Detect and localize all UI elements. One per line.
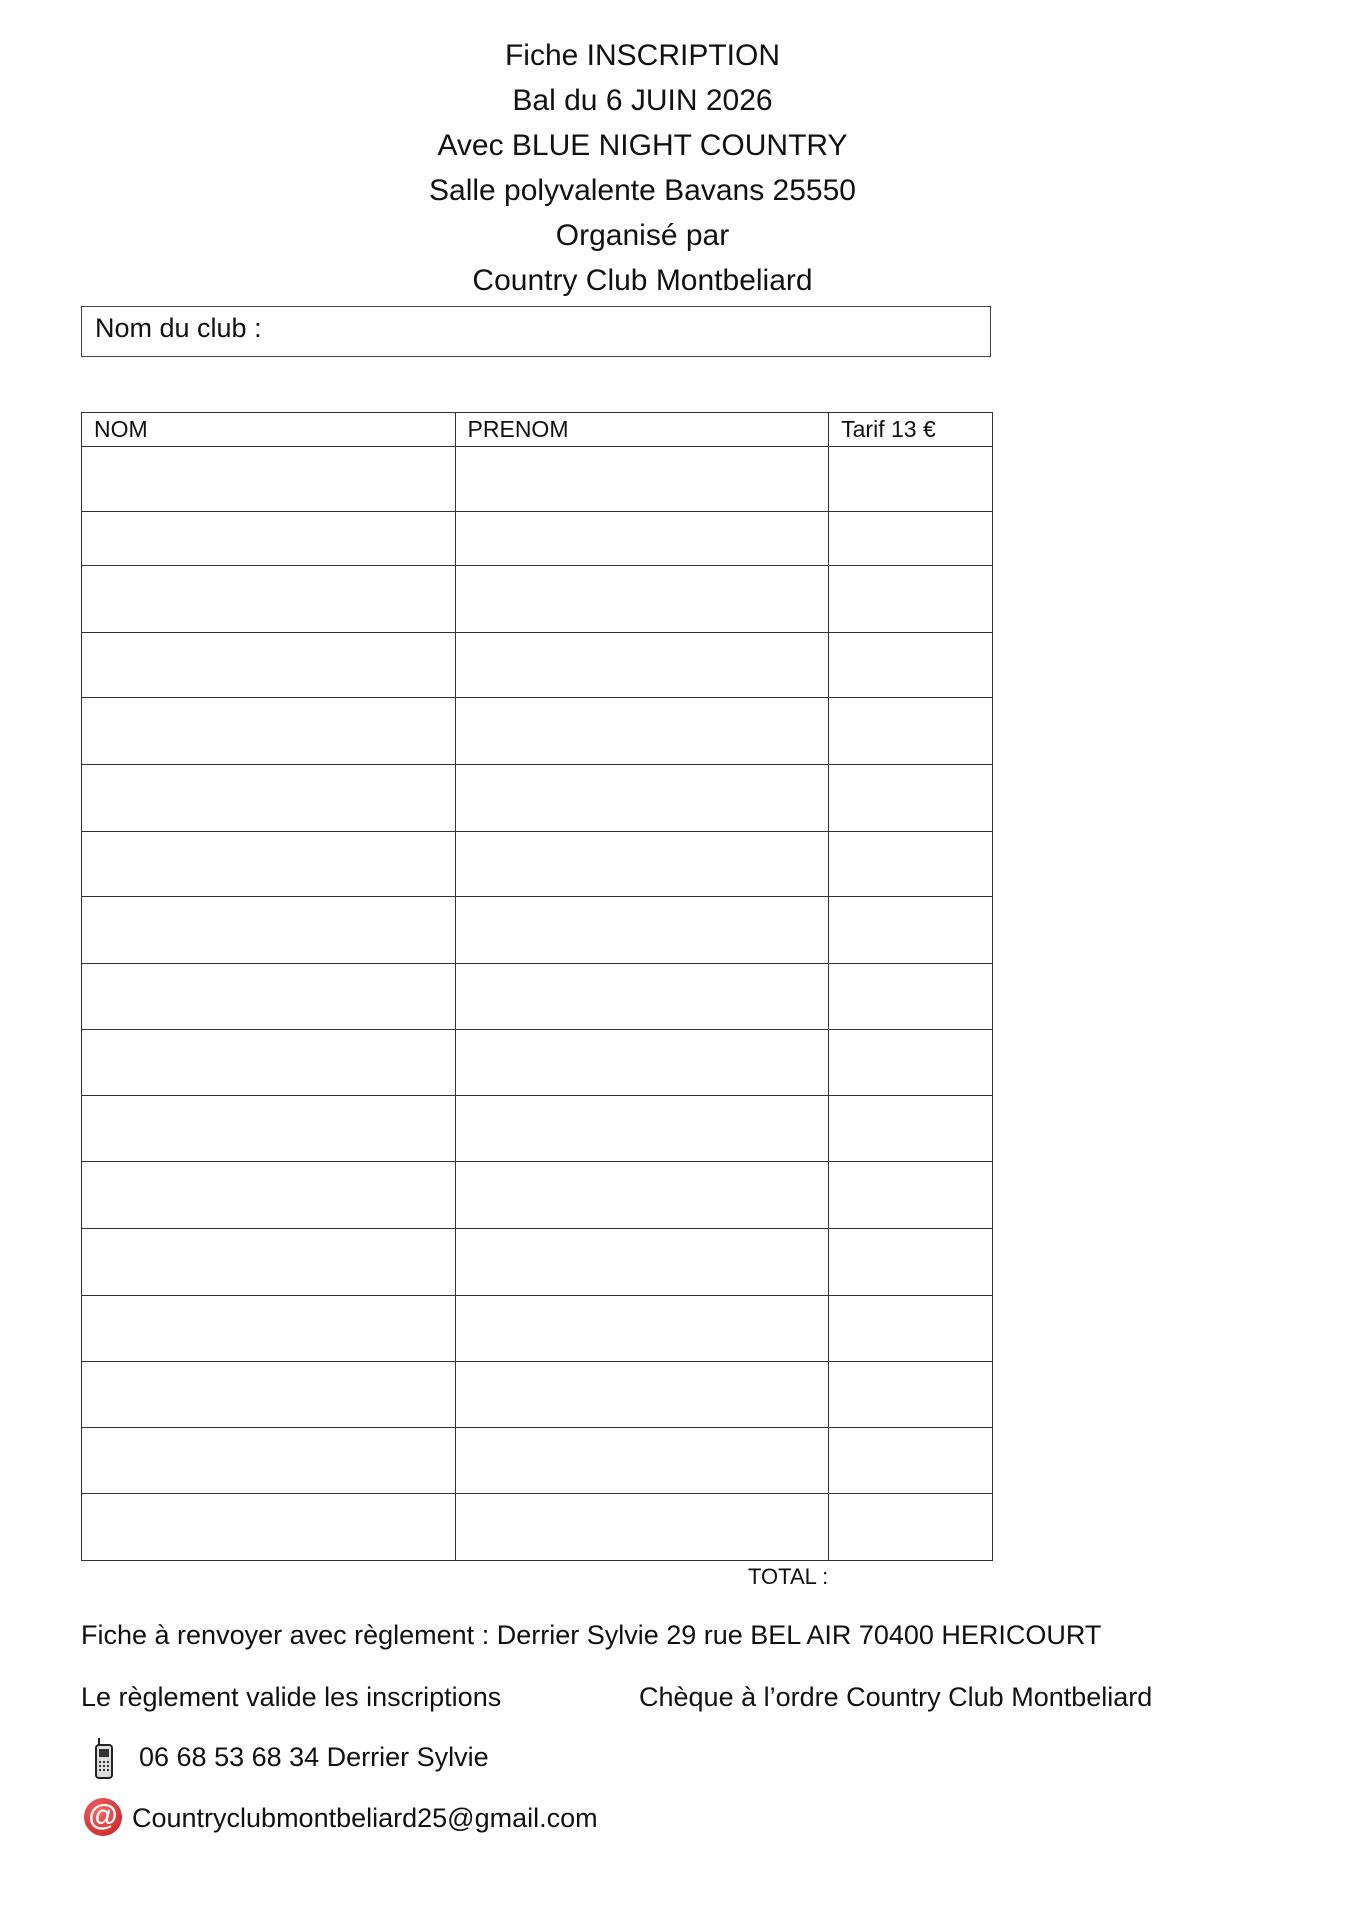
organizer-name: Country Club Montbeliard (472, 264, 813, 297)
table-row (82, 1096, 993, 1162)
tarif-cell[interactable] (829, 1096, 993, 1162)
prenom-cell[interactable] (455, 832, 829, 897)
prenom-cell[interactable] (455, 698, 829, 765)
tarif-cell[interactable] (829, 1296, 993, 1362)
table-row (82, 1362, 993, 1428)
table-row (82, 1494, 993, 1561)
club-name-label: Nom du club : (95, 313, 262, 343)
tarif-cell[interactable] (829, 447, 993, 512)
table-row (82, 1229, 993, 1296)
nom-cell[interactable] (82, 964, 456, 1030)
form-header (0, 34, 1285, 304)
tarif-cell[interactable] (829, 832, 993, 897)
email-contact[interactable]: Countryclubmontbeliard25@gmail.com (132, 1803, 598, 1833)
nom-cell[interactable] (82, 1162, 456, 1229)
club-name-field[interactable] (81, 306, 991, 357)
cheque-note: Chèque à l’ordre Country Club Montbeliard (639, 1682, 1153, 1712)
prenom-cell[interactable] (455, 765, 829, 832)
event-date: Bal du 6 JUIN 2026 (512, 84, 773, 117)
table-row (82, 512, 993, 566)
tarif-cell[interactable] (829, 1362, 993, 1428)
validation-note: Le règlement valide les inscriptions (81, 1682, 502, 1712)
mobile-phone-icon (94, 1738, 114, 1785)
prenom-cell[interactable] (455, 1096, 829, 1162)
phone-contact: 06 68 53 68 34 Derrier Sylvie (139, 1742, 489, 1772)
table-row (82, 447, 993, 512)
tarif-cell[interactable] (829, 1428, 993, 1494)
nom-cell[interactable] (82, 1362, 456, 1428)
nom-cell[interactable] (82, 832, 456, 897)
send-instructions: Fiche à renvoyer avec règlement : Derrier Sylvie 29 rue BEL AIR 70400 HERICOURT (81, 1620, 1102, 1650)
nom-cell[interactable] (82, 1494, 456, 1561)
nom-cell[interactable] (82, 698, 456, 765)
table-row (82, 633, 993, 698)
nom-cell[interactable] (82, 566, 456, 633)
prenom-cell[interactable] (455, 1162, 829, 1229)
nom-cell[interactable] (82, 1096, 456, 1162)
nom-cell[interactable] (82, 897, 456, 964)
tarif-cell[interactable] (829, 698, 993, 765)
prenom-cell[interactable] (455, 964, 829, 1030)
tarif-cell[interactable] (829, 512, 993, 566)
tarif-cell[interactable] (829, 897, 993, 964)
prenom-cell[interactable] (455, 897, 829, 964)
prenom-cell[interactable] (455, 1030, 829, 1096)
prenom-cell[interactable] (455, 1229, 829, 1296)
tarif-cell[interactable] (829, 765, 993, 832)
prenom-cell[interactable] (455, 1428, 829, 1494)
nom-cell[interactable] (82, 1296, 456, 1362)
prenom-cell[interactable] (455, 1296, 829, 1362)
prenom-cell[interactable] (455, 1494, 829, 1561)
table-row (82, 765, 993, 832)
table-row (82, 1296, 993, 1362)
table-row (82, 897, 993, 964)
nom-cell[interactable] (82, 765, 456, 832)
nom-cell[interactable] (82, 1030, 456, 1096)
table-row (82, 1030, 993, 1096)
nom-cell[interactable] (82, 512, 456, 566)
total-label: TOTAL : (748, 1564, 829, 1589)
registration-table (81, 412, 993, 1561)
nom-cell[interactable] (82, 447, 456, 512)
tarif-cell[interactable] (829, 1030, 993, 1096)
prenom-cell[interactable] (455, 566, 829, 633)
prenom-cell[interactable] (455, 447, 829, 512)
tarif-cell[interactable] (829, 566, 993, 633)
table-row (82, 1428, 993, 1494)
prenom-cell[interactable] (455, 1362, 829, 1428)
organizer-label: Organisé par (555, 219, 730, 252)
table-row (82, 964, 993, 1030)
event-band: Avec BLUE NIGHT COUNTRY (437, 129, 848, 162)
nom-cell[interactable] (82, 1428, 456, 1494)
table-header-row (82, 413, 993, 447)
column-header-prenom: PRENOM (455, 413, 829, 447)
nom-cell[interactable] (82, 1229, 456, 1296)
column-header-nom: NOM (82, 413, 456, 447)
nom-cell[interactable] (82, 633, 456, 698)
prenom-cell[interactable] (455, 633, 829, 698)
form-title: Fiche INSCRIPTION (504, 39, 781, 72)
tarif-cell[interactable] (829, 633, 993, 698)
tarif-cell[interactable] (829, 964, 993, 1030)
table-row (82, 832, 993, 897)
tarif-cell[interactable] (829, 1494, 993, 1561)
tarif-cell[interactable] (829, 1162, 993, 1229)
table-row (82, 566, 993, 633)
column-header-tarif: Tarif 13 € (829, 413, 993, 447)
tarif-cell[interactable] (829, 1229, 993, 1296)
event-venue: Salle polyvalente Bavans 25550 (429, 174, 856, 207)
table-row (82, 698, 993, 765)
prenom-cell[interactable] (455, 512, 829, 566)
at-sign-icon: @ (84, 1798, 122, 1836)
table-row (82, 1162, 993, 1229)
